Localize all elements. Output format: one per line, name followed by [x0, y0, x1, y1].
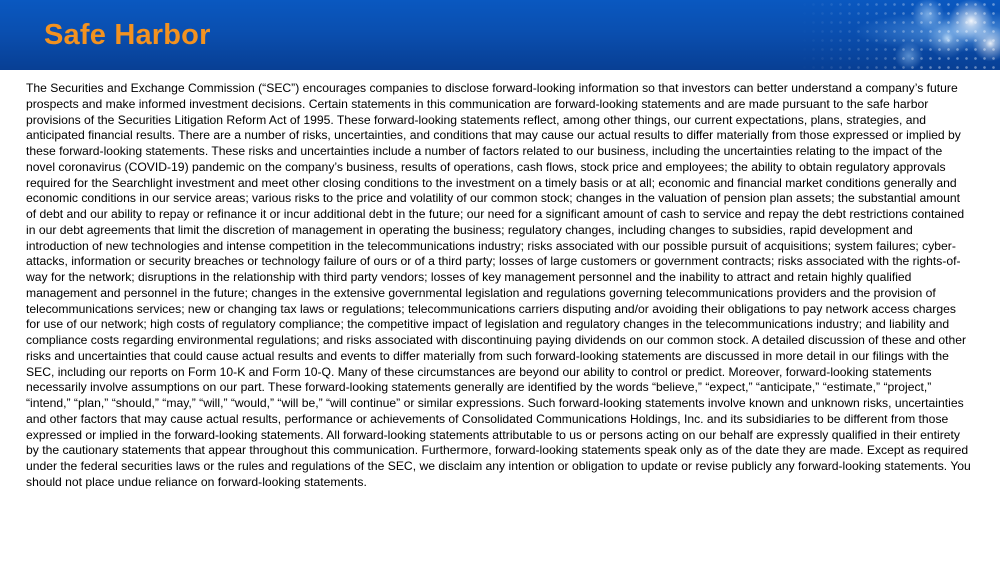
- safe-harbor-statement: The Securities and Exchange Commission (“SEC”) encourages companies to disclose forward-looking information so that investors can better understand a company’s future prospects and make informed investment decisions. Certain statements in this communication are forward-looking statements and are made pursuant to the safe harbor provisions of the Securities Litigation Reform Act of 1995. These forward-looking statements reflect, among other things, our current expectations, plans, strategies, and anticipated financial results. There are a number of risks, uncertainties, and conditions that may cause our actual results to differ materially from those expressed or implied by these forward-looking statements. These risks and uncertainties include a number of factors related to our business, including the uncertainties relating to the impact of the novel coronavirus (COVID-19) pandemic on the company’s business, results of operations, cash flows, stock price and employees; the ability to obtain regulatory approvals required for the Searchlight investment and meet other closing conditions to the investment on a timely basis or at all; economic and financial market conditions generally and economic conditions in our service areas; various risks to the price and volatility of our common stock; changes in the valuation of pension plan assets; the substantial amount of debt and our ability to repay or refinance it or incur additional debt in the future; our need for a significant amount of cash to service and repay the debt restrictions contained in our debt agreements that limit the discretion of management in operating the business; regulatory changes, including changes to subsidies, rapid development and introduction of new technologies and intense competition in the telecommunications industry; risks associated with our possible pursuit of acquisitions; system failures; cyber-attacks, information or security breaches or technology failure of ours or of a third party; losses of large customers or government contracts; risks associated with the rights-of-way for the network; disruptions in the relationship with third party vendors; losses of key management personnel and the inability to attract and retain highly qualified management and personnel in the future; changes in the extensive governmental legislation and regulations governing telecommunications providers and the provision of telecommunications services; new or changing tax laws or regulations; telecommunications carriers disputing and/or avoiding their obligations to pay network access charges for use of our network; high costs of regulatory compliance; the competitive impact of legislation and regulatory changes in the telecommunications industry; and liability and compliance costs regarding environmental regulations; and risks associated with discontinuing paying dividends on our common stock. A detailed discussion of these and other risks and uncertainties that could cause actual results and events to differ materially from such forward-looking statements are discussed in more detail in our filings with the SEC, including our reports on Form 10-K and Form 10-Q. Many of these circumstances are beyond our ability to control or predict. Moreover, forward-looking statements necessarily involve assumptions on our part. These forward-looking statements generally are identified by the words “believe,” “expect,” “anticipate,” “estimate,” “project,” “intend,” “plan,” “should,” “may,” “will,” “would,” “will be,” “will continue” or similar expressions. Such forward-looking statements involve known and unknown risks, uncertainties and other factors that may cause actual results, performance or achievements of Consolidated Communications Holdings, Inc. and its subsidiaries to be different from those expressed or implied in the forward-looking statements. All forward-looking statements attributable to us or persons acting on our behalf are expressly qualified in their entirety by the cautionary statements that appear throughout this communication. Furthermore, forward-looking statements speak only as of the date they are made. Except as required under the federal securities laws or the rules and regulations of the SEC, we disclaim any intention or obligation to update or revise publicly any forward-looking statements. You should not place undue reliance on forward-looking statements.: [26, 81, 971, 489]
- header-banner: [0, 0, 1000, 70]
- header-dot-pattern: [800, 0, 1000, 70]
- slide-title: Safe Harbor: [44, 19, 211, 51]
